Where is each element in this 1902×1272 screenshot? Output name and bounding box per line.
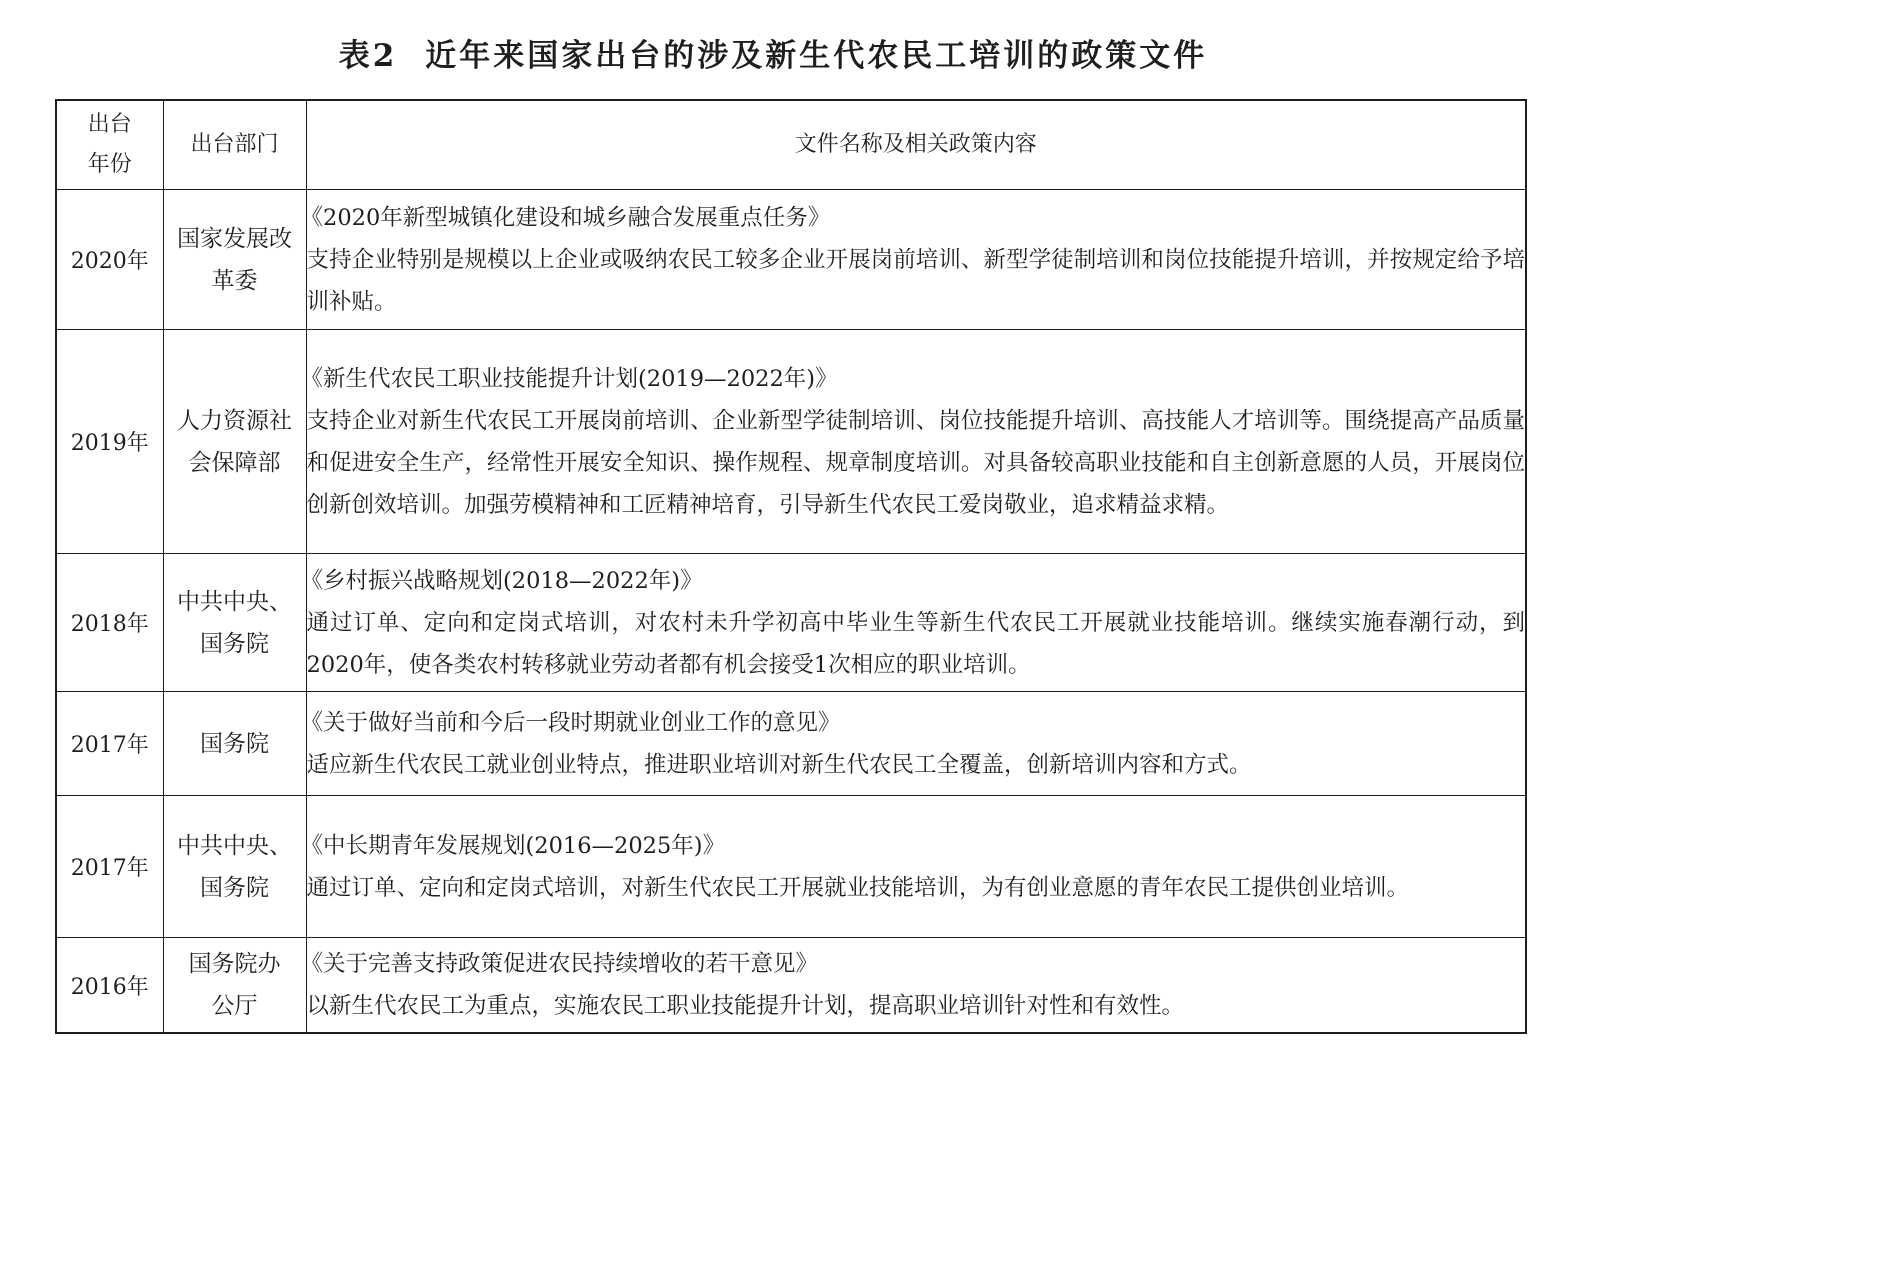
department-line: 国务院	[200, 874, 269, 901]
department-cell	[163, 554, 306, 692]
content-cell	[300, 554, 1526, 692]
year-cell: 2018年	[56, 554, 163, 692]
department-cell	[163, 938, 306, 1034]
document-title: 《乡村振兴战略规划(2018—2022年)》	[300, 567, 703, 594]
policy-content: 支持企业对新生代农民工开展岗前培训、企业新型学徒制培训、岗位技能提升培训、高技能人才培训等。围绕提高产品质量和促进安全生产，经常性开展安全知识、操作规程、规章制度培训。对具备较高职业技能和自主创新意愿的人员，开展岗位创新创效培训。加强劳模精神和工匠精神培育，引导新生代农民工爱岗敬业，追求精益求精。	[306, 407, 1525, 518]
header-year	[56, 100, 163, 190]
department-cell	[163, 190, 306, 330]
table-title: 近年来国家出台的涉及新生代农民工培训的政策文件	[425, 38, 1208, 74]
department-cell	[163, 796, 306, 938]
department-cell	[163, 330, 306, 554]
header-year-line1: 出台	[87, 112, 132, 137]
table-row	[56, 692, 1526, 796]
content-cell	[300, 796, 1526, 938]
department-cell	[163, 692, 306, 796]
table-row	[56, 796, 1526, 938]
policy-table	[55, 99, 1527, 1034]
document-title: 《关于完善支持政策促进农民持续增收的若干意见》	[300, 951, 819, 977]
department-line: 国务院办	[188, 951, 281, 977]
content-cell	[300, 190, 1526, 330]
department-line: 国家发展改	[177, 225, 292, 252]
table-row	[56, 330, 1526, 554]
department-line: 革委	[211, 267, 258, 294]
content-cell	[300, 938, 1526, 1034]
document-title: 《中长期青年发展规划(2016—2025年)》	[300, 832, 726, 859]
document-title: 《关于做好当前和今后一段时期就业创业工作的意见》	[300, 709, 841, 736]
policy-content: 通过订单、定向和定岗式培训，对农村未升学初高中毕业生等新生代农民工开展就业技能培训。继续实施春潮行动，到2020年，使各类农村转移就业劳动者都有机会接受1次相应的职业培训。	[306, 609, 1525, 678]
table-row	[56, 190, 1526, 330]
document-title: 《2020年新型城镇化建设和城乡融合发展重点任务》	[300, 204, 831, 231]
year-cell: 2019年	[56, 330, 163, 554]
table-caption	[0, 30, 1546, 82]
policy-content: 支持企业特别是规模以上企业或吸纳农民工较多企业开展岗前培训、新型学徒制培训和岗位技能提升培训，并按规定给予培训补贴。	[306, 246, 1525, 315]
department-line: 人力资源社	[177, 407, 292, 434]
document-title: 《新生代农民工职业技能提升计划(2019—2022年)》	[300, 365, 838, 392]
policy-content: 适应新生代农民工就业创业特点，推进职业培训对新生代农民工全覆盖，创新培训内容和方式。	[306, 751, 1252, 778]
year-cell: 2017年	[56, 796, 163, 938]
policy-content: 以新生代农民工为重点，实施农民工职业技能提升计划，提高职业培训针对性和有效性。	[306, 993, 1185, 1019]
department-line: 中共中央、	[177, 588, 292, 615]
department-line: 国务院	[200, 730, 269, 757]
header-content: 文件名称及相关政策内容	[306, 100, 1526, 190]
header-row	[56, 100, 1526, 190]
year-cell: 2016年	[56, 938, 163, 1034]
year-cell: 2017年	[56, 692, 163, 796]
department-line: 公厅	[211, 993, 258, 1019]
department-line: 会保障部	[188, 449, 281, 476]
table-row	[56, 554, 1526, 692]
table-number: 表2	[338, 38, 398, 74]
policy-content: 通过订单、定向和定岗式培训，对新生代农民工开展就业技能培训，为有创业意愿的青年农民工提供创业培训。	[306, 874, 1410, 901]
department-line: 国务院	[200, 630, 269, 657]
header-year-line2: 年份	[87, 152, 132, 177]
header-department: 出台部门	[163, 100, 306, 190]
year-cell: 2020年	[56, 190, 163, 330]
table-row	[56, 938, 1526, 1034]
department-line: 中共中央、	[177, 832, 292, 859]
content-cell	[300, 692, 1526, 796]
content-cell	[300, 330, 1526, 554]
